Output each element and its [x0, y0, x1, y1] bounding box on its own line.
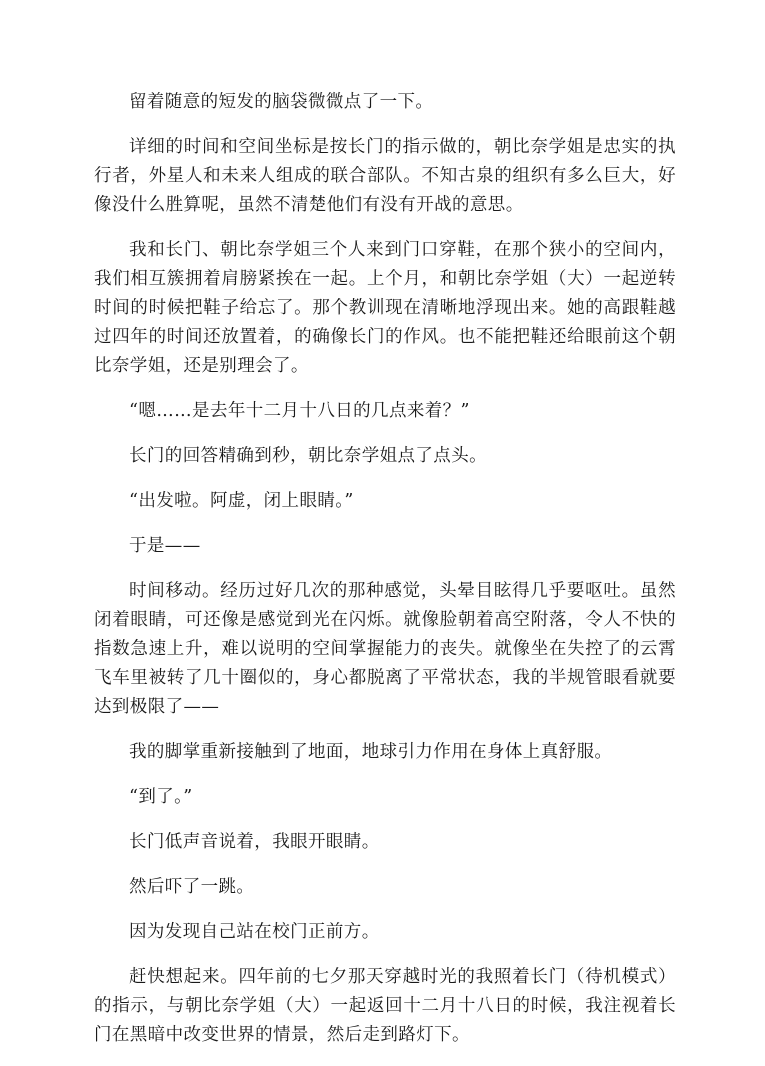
paragraph: 详细的时间和空间坐标是按长门的指示做的，朝比奈学姐是忠实的执行者，外星人和未来人组成的联合部队。不知古泉的组织有多么巨大，好像没什么胜算呢，虽然不清楚他们有没有开战的意思。	[94, 137, 676, 215]
paragraph: 长门低声音说着，我眼开眼睛。	[129, 832, 380, 852]
paragraph: 时间移动。经历过好几次的那种感觉，头晕目眩得几乎要呕吐。虽然闭着眼睛，可还像是感觉到光在闪烁。就像脸朝着高空附落，令人不快的指数急速上升，难以说明的空间掌握能力的丧失。就像坐在失控了的云霄飞车里被转了几十圈似的，身心都脱离了平常状态，我的半规管眼看就要达到极限了——	[94, 581, 676, 717]
paragraph: “到了。”	[129, 787, 193, 807]
paragraph: “出发啦。阿虚，闭上眼睛。”	[129, 491, 354, 511]
body-text	[94, 88, 676, 1066]
paragraph: 我和长门、朝比奈学姐三个人来到门口穿鞋，在那个狭小的空间内，我们相互簇拥着肩膀紧挨在一起。上个月，和朝比奈学姐（大）一起逆转时间的时候把鞋子给忘了。那个教训现在清晰地浮现出来。她的高跟鞋越过四年的时间还放置着，的确像长门的作风。也不能把鞋还给眼前这个朝比奈学姐，还是别理会了。	[94, 240, 676, 376]
paragraph: 我的脚掌重新接触到了地面，地球引力作用在身体上真舒服。	[129, 742, 613, 762]
paragraph: 然后吓了一跳。	[129, 877, 255, 897]
paragraph: 赶快想起来。四年前的七夕那天穿越时光的我照着长门（待机模式）的指示，与朝比奈学姐（大）一起返回十二月十八日的时候，我注视着长门在黑暗中改变世界的情景，然后走到路灯下。	[94, 967, 676, 1045]
paragraph: “嗯……是去年十二月十八日的几点来着？”	[129, 401, 470, 421]
paragraph: 留着随意的短发的脑袋微微点了一下。	[129, 92, 434, 112]
paragraph: 长门的回答精确到秒，朝比奈学姐点了点头。	[129, 446, 487, 466]
paragraph: 因为发现自己站在校门正前方。	[129, 922, 380, 942]
paragraph: 于是——	[129, 536, 201, 556]
